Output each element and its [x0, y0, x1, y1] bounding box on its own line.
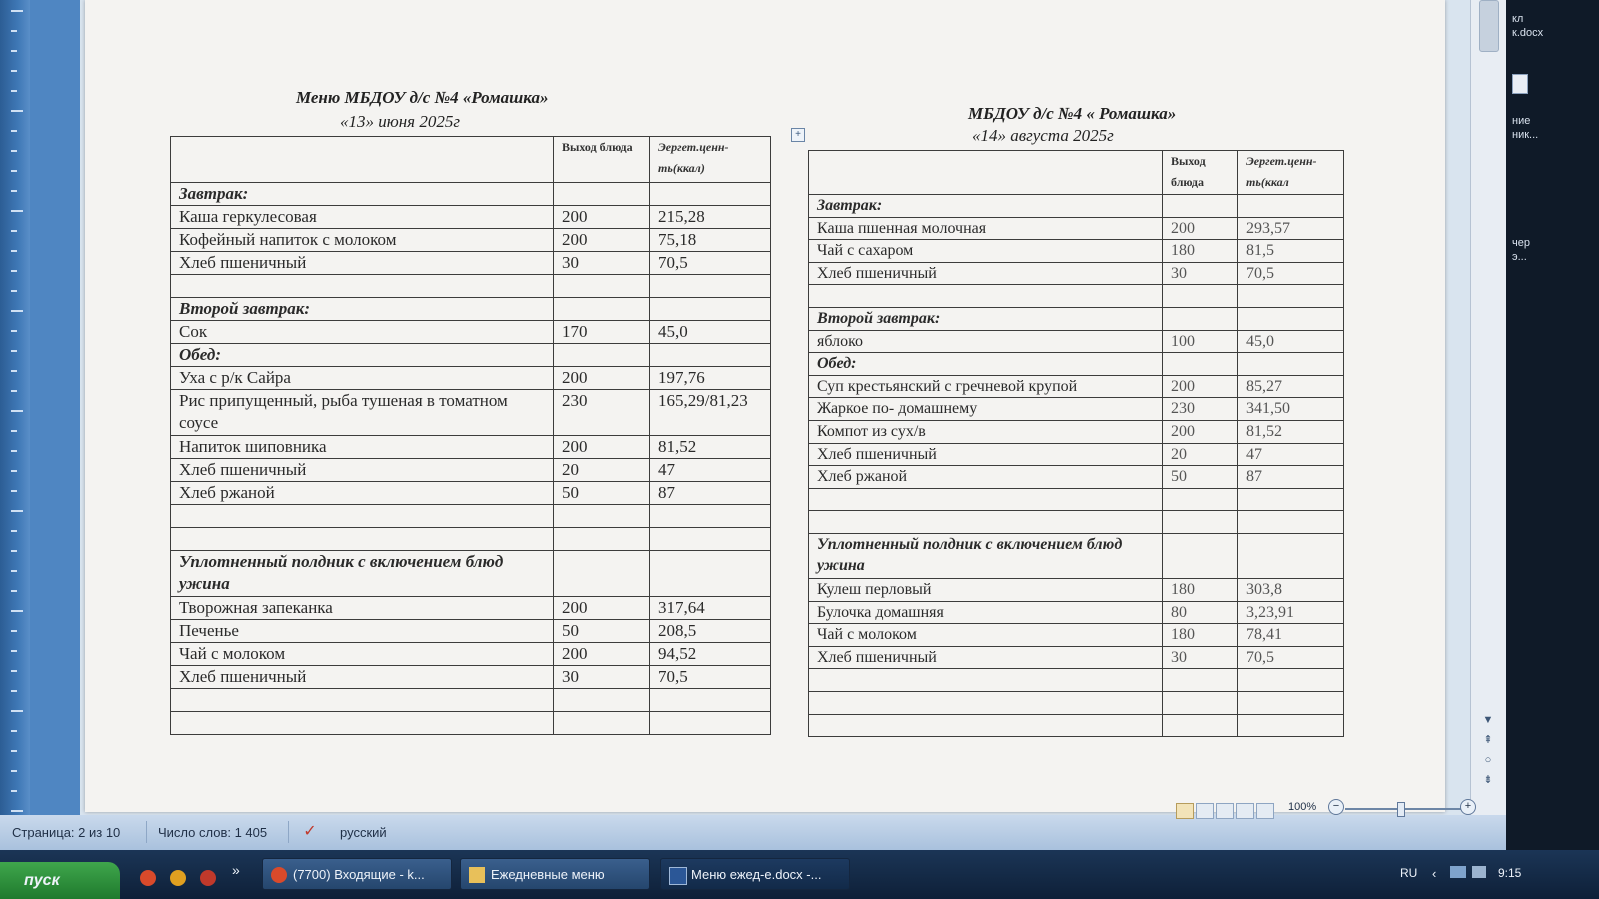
section-title[interactable]: Обед: [171, 344, 554, 367]
ruler-tick [11, 70, 17, 72]
network-icon[interactable] [1450, 866, 1466, 878]
dish-name[interactable] [171, 275, 554, 298]
dish-name[interactable] [809, 511, 1163, 534]
portion-cell[interactable]: 50 [1163, 466, 1238, 489]
portion-cell[interactable] [1163, 533, 1238, 578]
energy-cell[interactable]: 197,76 [650, 367, 771, 390]
left-menu-table [170, 136, 771, 735]
dish-name[interactable]: Булочка домашняя [809, 601, 1163, 624]
dish-name[interactable]: Хлеб пшеничный [171, 666, 554, 689]
menu-item-row [809, 240, 1344, 263]
energy-cell[interactable]: 293,57 [1238, 217, 1344, 240]
portion-cell[interactable]: 200 [1163, 217, 1238, 240]
menu-item-row [171, 459, 771, 482]
page-counter[interactable]: Страница: 2 из 10 [12, 825, 121, 840]
ruler-tick [11, 530, 17, 532]
menu-section-row [171, 298, 771, 321]
dish-name[interactable]: Кофейный напиток с молоком [171, 229, 554, 252]
dish-name[interactable]: Хлеб ржаной [171, 482, 554, 505]
portion-cell[interactable]: 30 [1163, 646, 1238, 669]
menu-item-row [809, 443, 1344, 466]
ruler-tick [11, 550, 17, 552]
section-title[interactable]: Обед: [809, 353, 1163, 376]
menu-item-row [809, 217, 1344, 240]
start-button[interactable]: пуск [0, 862, 120, 899]
dish-name[interactable] [171, 712, 554, 735]
outline-view-icon[interactable] [1236, 803, 1254, 819]
taskbar-button-folder[interactable] [460, 858, 650, 890]
zoom-out-icon[interactable]: − [1328, 799, 1344, 815]
zoom-level[interactable]: 100% [1288, 801, 1317, 813]
portion-cell[interactable] [554, 528, 650, 551]
blank-row [171, 505, 771, 528]
section-title[interactable]: Завтрак: [171, 183, 554, 206]
input-language[interactable]: RU [1400, 866, 1418, 880]
menu-item-row [809, 601, 1344, 624]
dish-name[interactable]: Чай с сахаром [809, 240, 1163, 263]
portion-cell[interactable]: 20 [1163, 443, 1238, 466]
section-title[interactable]: Второй завтрак: [809, 307, 1163, 330]
blank-row [171, 712, 771, 735]
portion-cell[interactable]: 200 [554, 597, 650, 620]
menu-item-row [809, 398, 1344, 421]
word-document-icon [669, 867, 687, 885]
ruler-tick [11, 170, 17, 172]
energy-cell[interactable]: 87 [1238, 466, 1344, 489]
menu-section-row [171, 344, 771, 367]
menu-item-row [809, 646, 1344, 669]
energy-cell[interactable]: 78,41 [1238, 624, 1344, 647]
ruler-tick [11, 90, 17, 92]
energy-cell[interactable] [1238, 669, 1344, 692]
portion-cell[interactable] [1163, 488, 1238, 511]
volume-icon[interactable] [1472, 866, 1486, 878]
menu-item-row [171, 252, 771, 275]
table-move-handle-icon[interactable]: + [791, 128, 805, 142]
dish-name[interactable]: Напиток шиповника [171, 436, 554, 459]
menu-item-row [171, 620, 771, 643]
energy-cell[interactable]: 85,27 [1238, 375, 1344, 398]
ruler-tick [11, 410, 23, 412]
blank-row [171, 275, 771, 298]
section-title[interactable]: Второй завтрак: [171, 298, 554, 321]
taskbar-button-label: Ежедневные меню [491, 867, 605, 882]
dish-name[interactable] [809, 285, 1163, 308]
dish-name[interactable]: Уха с р/к Сайра [171, 367, 554, 390]
energy-cell[interactable] [650, 551, 771, 597]
dish-name[interactable] [171, 505, 554, 528]
right-menu-title: МБДОУ д/с №4 « Ромашка» [968, 104, 1177, 123]
energy-cell[interactable] [1238, 307, 1344, 330]
menu-item-row [171, 436, 771, 459]
header-dish [809, 151, 1163, 195]
menu-section-row [809, 533, 1344, 578]
dish-name[interactable]: Хлеб пшеничный [171, 459, 554, 482]
dish-name[interactable]: Каша геркулесовая [171, 206, 554, 229]
ruler-tick [11, 710, 23, 712]
energy-cell[interactable]: 87 [650, 482, 771, 505]
energy-cell[interactable] [650, 712, 771, 735]
ruler-tick [11, 590, 17, 592]
menu-item-row [171, 229, 771, 252]
taskbar [0, 850, 1599, 899]
blank-row [809, 488, 1344, 511]
header-energy: Эергет.ценн-ть(ккал [1238, 151, 1344, 195]
ruler-tick [11, 350, 17, 352]
energy-cell[interactable] [1238, 195, 1344, 218]
menu-section-row [809, 307, 1344, 330]
zoom-slider-knob[interactable] [1397, 802, 1405, 817]
portion-cell[interactable] [554, 551, 650, 597]
portion-cell[interactable]: 30 [554, 666, 650, 689]
ruler-tick [11, 370, 17, 372]
ruler-tick [11, 390, 17, 392]
dish-name[interactable]: Хлеб пшеничный [809, 443, 1163, 466]
dish-name[interactable]: Хлеб пшеничный [809, 646, 1163, 669]
blank-row [809, 511, 1344, 534]
energy-cell[interactable] [1238, 692, 1344, 715]
portion-cell[interactable]: 50 [554, 482, 650, 505]
portion-cell[interactable] [554, 298, 650, 321]
task-pane-text: чер [1512, 237, 1530, 249]
browser-icon [271, 867, 287, 883]
ruler-tick [11, 290, 17, 292]
menu-item-row [809, 262, 1344, 285]
next-page-icon[interactable]: ⇟ [1483, 774, 1493, 786]
energy-cell[interactable]: 303,8 [1238, 579, 1344, 602]
portion-cell[interactable] [1163, 714, 1238, 737]
blank-row [171, 528, 771, 551]
portion-cell[interactable]: 30 [554, 252, 650, 275]
browse-object-icon[interactable]: ○ [1484, 754, 1492, 766]
portion-cell[interactable]: 200 [554, 367, 650, 390]
portion-cell[interactable]: 200 [1163, 375, 1238, 398]
dish-name[interactable]: Кулеш перловый [809, 579, 1163, 602]
tray-expand-icon[interactable]: ‹ [1432, 866, 1437, 881]
portion-cell[interactable]: 180 [1163, 240, 1238, 263]
ruler-tick [11, 150, 17, 152]
header-portion: Выход блюда [554, 137, 650, 183]
dish-name[interactable]: Рис припущенный, рыба тушеная в томатном соусе [171, 390, 554, 436]
menu-section-row [171, 551, 771, 597]
energy-cell[interactable] [1238, 488, 1344, 511]
portion-cell[interactable] [554, 712, 650, 735]
scroll-thumb[interactable] [1479, 0, 1499, 52]
energy-cell[interactable] [650, 298, 771, 321]
portion-cell[interactable]: 100 [1163, 330, 1238, 353]
browser-icon[interactable] [170, 870, 186, 886]
portion-cell[interactable]: 200 [554, 643, 650, 666]
full-screen-view-icon[interactable] [1196, 803, 1214, 819]
dish-name[interactable] [171, 689, 554, 712]
portion-cell[interactable] [554, 275, 650, 298]
taskbar-button-label: Меню ежед-е.docx -... [691, 867, 822, 882]
ruler-tick [11, 190, 17, 192]
portion-cell[interactable]: 200 [554, 436, 650, 459]
energy-cell[interactable]: 81,5 [1238, 240, 1344, 263]
ruler-tick [11, 310, 23, 312]
right-menu-date: «14» августа 2025г [972, 126, 1114, 145]
ruler-tick [11, 570, 17, 572]
menu-item-row [809, 420, 1344, 443]
menu-item-row [171, 390, 771, 436]
energy-cell[interactable]: 341,50 [1238, 398, 1344, 421]
portion-cell[interactable]: 50 [554, 620, 650, 643]
portion-cell[interactable] [554, 689, 650, 712]
energy-cell[interactable] [650, 689, 771, 712]
menu-section-row [171, 183, 771, 206]
portion-cell[interactable]: 80 [1163, 601, 1238, 624]
portion-cell[interactable] [1163, 285, 1238, 308]
ruler-tick [11, 730, 17, 732]
ruler-tick [11, 750, 17, 752]
energy-cell[interactable]: 70,5 [1238, 262, 1344, 285]
document-icon[interactable] [1512, 74, 1528, 94]
ruler-tick [11, 510, 23, 512]
left-menu-title: Меню МБДОУ д/с №4 «Ромашка» [296, 88, 549, 107]
portion-cell[interactable] [554, 344, 650, 367]
energy-cell[interactable]: 47 [1238, 443, 1344, 466]
menu-item-row [171, 321, 771, 344]
portion-cell[interactable]: 230 [1163, 398, 1238, 421]
ruler-tick [11, 230, 17, 232]
energy-cell[interactable] [650, 505, 771, 528]
energy-cell[interactable] [650, 344, 771, 367]
ruler-tick [11, 270, 17, 272]
portion-cell[interactable] [1163, 195, 1238, 218]
dish-name[interactable]: яблоко [809, 330, 1163, 353]
menu-item-row [171, 367, 771, 390]
dish-name[interactable]: Творожная запеканка [171, 597, 554, 620]
portion-cell[interactable]: 200 [554, 206, 650, 229]
ruler-tick [11, 10, 23, 12]
draft-view-icon[interactable] [1256, 803, 1274, 819]
dish-name[interactable] [809, 669, 1163, 692]
blank-row [809, 669, 1344, 692]
task-pane-text[interactable]: к.docx [1512, 27, 1544, 39]
task-pane-text[interactable]: ник... [1512, 129, 1539, 141]
ruler-tick [11, 610, 23, 612]
portion-cell[interactable] [1163, 692, 1238, 715]
energy-cell[interactable]: 215,28 [650, 206, 771, 229]
energy-cell[interactable] [650, 275, 771, 298]
portion-cell[interactable]: 30 [1163, 262, 1238, 285]
blank-row [809, 714, 1344, 737]
portion-cell[interactable] [554, 505, 650, 528]
energy-cell[interactable]: 208,5 [650, 620, 771, 643]
portion-cell[interactable] [1163, 511, 1238, 534]
zoom-in-icon[interactable]: + [1460, 799, 1476, 815]
word-count[interactable]: Число слов: 1 405 [158, 825, 268, 840]
energy-cell[interactable]: 317,64 [650, 597, 771, 620]
dish-name[interactable]: Хлеб ржаной [809, 466, 1163, 489]
energy-cell[interactable]: 94,52 [650, 643, 771, 666]
menu-item-row [809, 579, 1344, 602]
energy-cell[interactable]: 70,5 [650, 666, 771, 689]
dish-name[interactable]: Чай с молоком [171, 643, 554, 666]
ruler-tick [11, 790, 17, 792]
task-pane-text[interactable]: э... [1512, 251, 1527, 263]
portion-cell[interactable]: 180 [1163, 579, 1238, 602]
energy-cell[interactable]: 81,52 [650, 436, 771, 459]
dish-name[interactable]: Чай с молоком [809, 624, 1163, 647]
task-pane-text: кл [1512, 13, 1524, 25]
energy-cell[interactable]: 81,52 [1238, 420, 1344, 443]
left-menu-date: «13» июня 2025г [340, 112, 460, 131]
ruler-tick [11, 50, 17, 52]
energy-cell[interactable]: 3,23,91 [1238, 601, 1344, 624]
ruler-tick [11, 650, 17, 652]
ruler-tick [11, 30, 17, 32]
energy-cell[interactable] [650, 183, 771, 206]
portion-cell[interactable]: 230 [554, 390, 650, 436]
energy-cell[interactable]: 75,18 [650, 229, 771, 252]
task-pane [1506, 0, 1599, 850]
vertical-ruler [0, 0, 30, 830]
spellcheck-icon[interactable]: ✓ [303, 823, 317, 840]
ruler-tick [11, 250, 17, 252]
energy-cell[interactable] [1238, 353, 1344, 376]
status-bar [0, 800, 1506, 850]
portion-cell[interactable] [1163, 669, 1238, 692]
ruler-tick [11, 450, 17, 452]
menu-item-row [171, 643, 771, 666]
dish-name[interactable]: Хлеб пшеничный [171, 252, 554, 275]
menu-item-row [809, 330, 1344, 353]
blank-row [171, 689, 771, 712]
ruler-tick [11, 130, 17, 132]
energy-cell[interactable] [650, 528, 771, 551]
folder-icon [469, 867, 485, 883]
dish-name[interactable]: Хлеб пшеничный [809, 262, 1163, 285]
dish-name[interactable]: Каша пшенная молочная [809, 217, 1163, 240]
portion-cell[interactable]: 170 [554, 321, 650, 344]
energy-cell[interactable] [1238, 511, 1344, 534]
task-pane-text: ние [1512, 115, 1531, 127]
web-layout-view-icon[interactable] [1216, 803, 1234, 819]
header-dish [171, 137, 554, 183]
ruler-tick [11, 810, 23, 812]
clock[interactable]: 9:15 [1498, 866, 1522, 880]
portion-cell[interactable] [1163, 307, 1238, 330]
dish-name[interactable]: Жаркое по- домашнему [809, 398, 1163, 421]
energy-cell[interactable]: 45,0 [650, 321, 771, 344]
ruler-tick [11, 670, 17, 672]
header-energy: Эергет.ценн-ть(ккал) [650, 137, 771, 183]
menu-item-row [171, 482, 771, 505]
portion-cell[interactable]: 180 [1163, 624, 1238, 647]
ruler-tick [11, 430, 17, 432]
energy-cell[interactable]: 165,29/81,23 [650, 390, 771, 436]
energy-cell[interactable]: 70,5 [1238, 646, 1344, 669]
taskbar-button-word[interactable] [660, 858, 850, 890]
ruler-tick [11, 330, 17, 332]
menu-section-row [809, 195, 1344, 218]
portion-cell[interactable] [1163, 353, 1238, 376]
ruler-tick [11, 110, 23, 112]
portion-cell[interactable]: 200 [554, 229, 650, 252]
menu-item-row [809, 624, 1344, 647]
yandex-icon[interactable] [140, 870, 156, 886]
ruler-tick [11, 210, 23, 212]
menu-item-row [171, 206, 771, 229]
portion-cell[interactable]: 20 [554, 459, 650, 482]
dish-name[interactable] [809, 692, 1163, 715]
dish-name[interactable] [809, 714, 1163, 737]
menu-item-row [171, 666, 771, 689]
section-title[interactable]: Уплотненный полдник с включением блюд ужина [809, 533, 1163, 578]
menu-section-row [809, 353, 1344, 376]
energy-cell[interactable]: 45,0 [1238, 330, 1344, 353]
right-menu-table [808, 150, 1344, 737]
vertical-scrollbar[interactable] [1470, 0, 1507, 815]
ruler-tick [11, 470, 17, 472]
quick-launch-more-icon[interactable]: » [232, 862, 240, 878]
dish-name[interactable]: Печенье [171, 620, 554, 643]
energy-cell[interactable] [1238, 285, 1344, 308]
prev-page-icon[interactable]: ⇞ [1483, 734, 1493, 746]
header-portion: Выход блюда [1163, 151, 1238, 195]
language-indicator[interactable]: русский [340, 825, 387, 840]
dish-name[interactable]: Сок [171, 321, 554, 344]
menu-item-row [809, 375, 1344, 398]
section-title[interactable]: Завтрак: [809, 195, 1163, 218]
dish-name[interactable]: Компот из сух/в [809, 420, 1163, 443]
ruler-tick [11, 690, 17, 692]
blank-row [809, 692, 1344, 715]
taskbar-button-label: (7700) Входящие - k... [293, 867, 425, 882]
opera-icon[interactable] [200, 870, 216, 886]
ruler-tick [11, 490, 17, 492]
energy-cell[interactable] [1238, 714, 1344, 737]
section-title[interactable]: Уплотненный полдник с включением блюд ужина [171, 551, 554, 597]
portion-cell[interactable]: 200 [1163, 420, 1238, 443]
energy-cell[interactable]: 70,5 [650, 252, 771, 275]
energy-cell[interactable] [1238, 533, 1344, 578]
dish-name[interactable] [809, 488, 1163, 511]
menu-item-row [809, 466, 1344, 489]
menu-item-row [171, 597, 771, 620]
blank-row [809, 285, 1344, 308]
taskbar-button-mail[interactable] [262, 858, 452, 890]
dish-name[interactable]: Суп крестьянский с гречневой крупой [809, 375, 1163, 398]
print-layout-view-icon[interactable] [1176, 803, 1194, 819]
dish-name[interactable] [171, 528, 554, 551]
portion-cell[interactable] [554, 183, 650, 206]
energy-cell[interactable]: 47 [650, 459, 771, 482]
scroll-down-arrow-icon[interactable]: ▼ [1482, 714, 1494, 726]
ruler-tick [11, 770, 17, 772]
ruler-tick [11, 630, 17, 632]
